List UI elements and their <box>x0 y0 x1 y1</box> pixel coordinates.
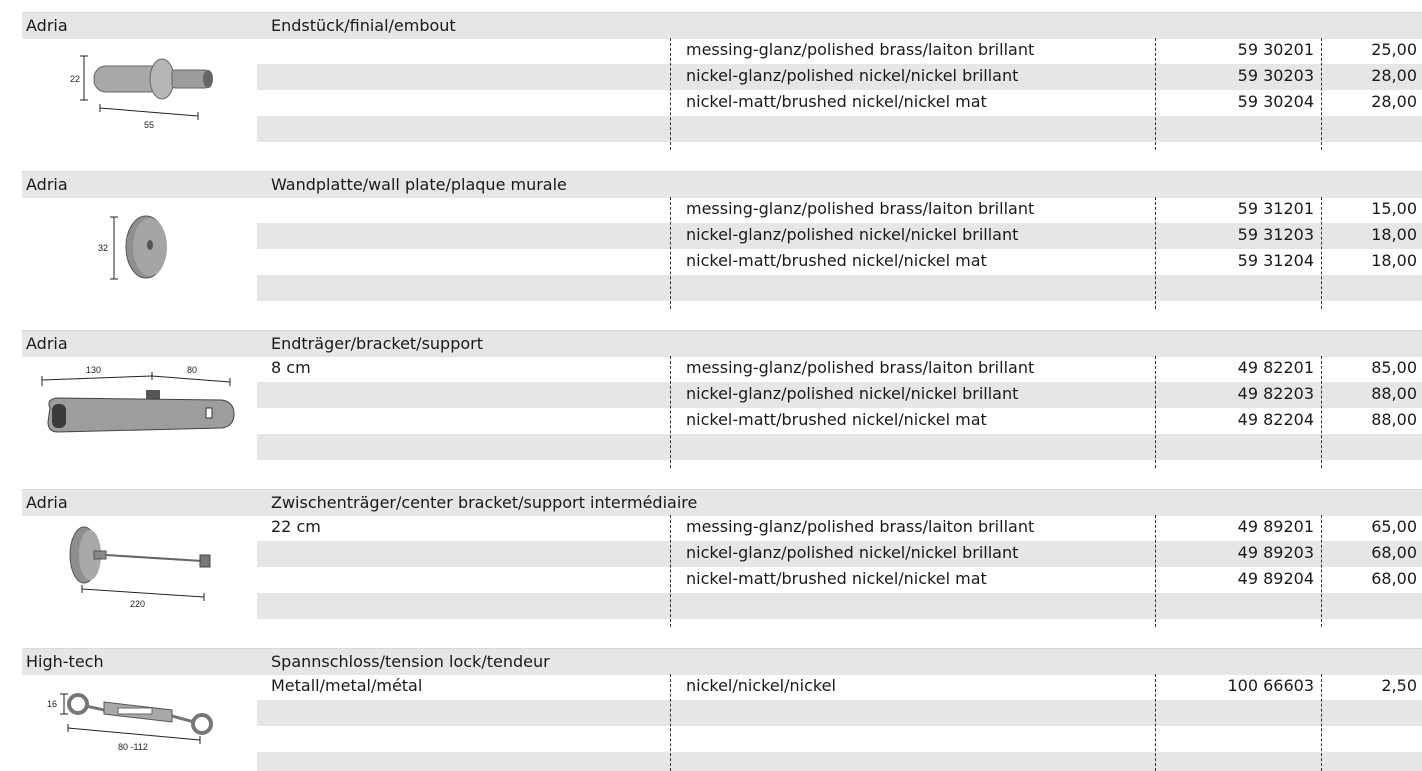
brand-label: Adria <box>26 175 68 194</box>
article-number: 49 82203 <box>1237 384 1314 403</box>
column-divider <box>670 674 671 771</box>
dim-label: 16 <box>47 699 58 709</box>
brand-label: Adria <box>26 493 68 512</box>
brand-label: Adria <box>26 16 68 35</box>
empty-row <box>257 434 1422 460</box>
price: 85,00 <box>1371 358 1417 377</box>
empty-row <box>257 593 1422 619</box>
product-block-tension-lock <box>22 648 1422 771</box>
price: 88,00 <box>1371 410 1417 429</box>
article-number: 59 30203 <box>1237 66 1314 85</box>
variant-row <box>257 408 1422 434</box>
variant-desc: messing-glanz/polished brass/laiton brillant <box>686 199 1035 218</box>
dim-label: 55 <box>144 120 155 130</box>
product-title: Wandplatte/wall plate/plaque murale <box>271 175 567 194</box>
column-divider <box>1321 197 1322 309</box>
empty-row <box>257 275 1422 301</box>
column-divider <box>1321 674 1322 771</box>
variant-desc: nickel-matt/brushed nickel/nickel mat <box>686 569 987 588</box>
variant-row <box>257 249 1422 275</box>
product-block-wall-plate <box>22 171 1422 309</box>
article-number: 49 82201 <box>1237 358 1314 377</box>
product-block-bracket <box>22 330 1422 468</box>
variant-desc: messing-glanz/polished brass/laiton brillant <box>686 517 1035 536</box>
price: 18,00 <box>1371 225 1417 244</box>
variant-row <box>257 515 1422 541</box>
article-number: 59 31201 <box>1237 199 1314 218</box>
dim-label: 80 <box>187 365 198 375</box>
variant-desc: nickel-matt/brushed nickel/nickel mat <box>686 410 987 429</box>
article-number: 59 30204 <box>1237 92 1314 111</box>
empty-row <box>257 700 1422 726</box>
product-header <box>22 648 1422 675</box>
product-image-wall-plate <box>22 197 257 309</box>
variant-row <box>257 90 1422 116</box>
price: 28,00 <box>1371 66 1417 85</box>
brand-label: Adria <box>26 334 68 353</box>
article-number: 59 31204 <box>1237 251 1314 270</box>
dim-label: 32 <box>98 243 109 253</box>
price: 68,00 <box>1371 543 1417 562</box>
variant-desc: messing-glanz/polished brass/laiton brillant <box>686 358 1035 377</box>
column-divider <box>1155 38 1156 150</box>
variant-desc: nickel-glanz/polished nickel/nickel brillant <box>686 66 1019 85</box>
dim-label: 80 -112 <box>118 742 148 752</box>
article-number: 59 31203 <box>1237 225 1314 244</box>
product-block-center-bracket <box>22 489 1422 627</box>
variant-row <box>257 541 1422 567</box>
article-number: 49 89201 <box>1237 517 1314 536</box>
column-divider <box>1321 515 1322 627</box>
variant-desc: nickel-glanz/polished nickel/nickel brillant <box>686 543 1019 562</box>
variant-row <box>257 197 1422 223</box>
price: 28,00 <box>1371 92 1417 111</box>
column-divider <box>1155 515 1156 627</box>
variant-desc: nickel-glanz/polished nickel/nickel brillant <box>686 225 1019 244</box>
product-title: Spannschloss/tension lock/tendeur <box>271 652 550 671</box>
product-image-center-bracket <box>22 515 257 627</box>
variant-row <box>257 382 1422 408</box>
size-label: 22 cm <box>271 517 321 536</box>
product-header <box>22 12 1422 39</box>
column-divider <box>670 356 671 468</box>
variant-desc: nickel-matt/brushed nickel/nickel mat <box>686 92 987 111</box>
column-divider <box>1155 197 1156 309</box>
empty-row <box>257 752 1422 771</box>
price: 68,00 <box>1371 569 1417 588</box>
column-divider <box>1321 38 1322 150</box>
price: 2,50 <box>1381 676 1417 695</box>
article-number: 49 89204 <box>1237 569 1314 588</box>
product-title: Endstück/finial/embout <box>271 16 456 35</box>
price: 88,00 <box>1371 384 1417 403</box>
variant-row <box>257 64 1422 90</box>
variant-row <box>257 38 1422 64</box>
product-title: Endträger/bracket/support <box>271 334 483 353</box>
product-header <box>22 489 1422 516</box>
column-divider <box>1155 356 1156 468</box>
column-divider <box>670 515 671 627</box>
size-label: 8 cm <box>271 358 311 377</box>
variant-row <box>257 356 1422 382</box>
price: 65,00 <box>1371 517 1417 536</box>
column-divider <box>1155 674 1156 771</box>
product-header <box>22 171 1422 198</box>
brand-label: High-tech <box>26 652 104 671</box>
variant-desc: nickel-glanz/polished nickel/nickel brillant <box>686 384 1019 403</box>
product-block-finial <box>22 12 1422 150</box>
product-image-bracket <box>22 356 257 468</box>
empty-row <box>257 726 1422 752</box>
product-image-finial <box>22 38 257 150</box>
variant-row <box>257 567 1422 593</box>
empty-row <box>257 116 1422 142</box>
product-header <box>22 330 1422 357</box>
price: 15,00 <box>1371 199 1417 218</box>
size-label: Metall/metal/métal <box>271 676 423 695</box>
variant-desc: nickel/nickel/nickel <box>686 676 836 695</box>
column-divider <box>1321 356 1322 468</box>
article-number: 59 30201 <box>1237 40 1314 59</box>
variant-desc: nickel-matt/brushed nickel/nickel mat <box>686 251 987 270</box>
variant-row <box>257 223 1422 249</box>
price: 25,00 <box>1371 40 1417 59</box>
column-divider <box>670 197 671 309</box>
column-divider <box>670 38 671 150</box>
dim-label: 220 <box>130 599 146 609</box>
product-title: Zwischenträger/center bracket/support intermédiaire <box>271 493 698 512</box>
dim-label: 22 <box>70 74 81 84</box>
article-number: 49 89203 <box>1237 543 1314 562</box>
price: 18,00 <box>1371 251 1417 270</box>
variant-desc: messing-glanz/polished brass/laiton brillant <box>686 40 1035 59</box>
article-number: 100 66603 <box>1227 676 1314 695</box>
article-number: 49 82204 <box>1237 410 1314 429</box>
variant-row <box>257 674 1422 700</box>
dim-label: 130 <box>86 365 102 375</box>
product-image-tension-lock <box>22 674 257 771</box>
